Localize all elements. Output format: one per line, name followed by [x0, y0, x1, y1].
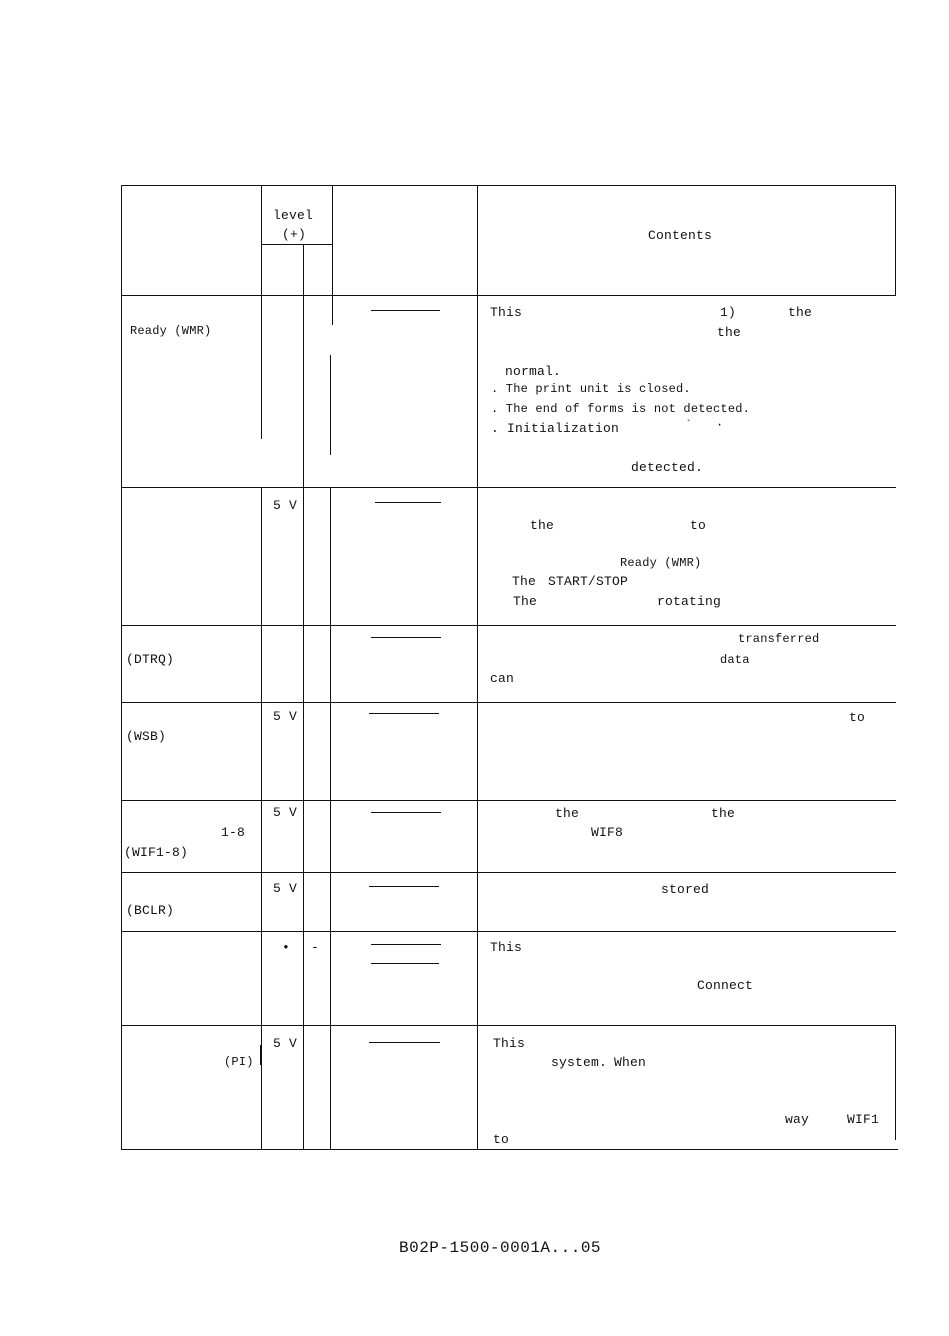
content-text: The: [512, 574, 537, 589]
content-text: This: [493, 1036, 526, 1051]
table-top-border: [121, 185, 896, 186]
row-divider: [121, 702, 896, 703]
signal-level: 5 V: [273, 709, 298, 724]
table-right-border: [895, 1025, 896, 1140]
content-text: way: [785, 1112, 810, 1127]
content-text: transferred: [738, 632, 820, 646]
column-divider: [477, 185, 478, 1149]
column-divider: [261, 185, 262, 439]
table-right-border: [895, 185, 896, 295]
content-text: stored: [661, 882, 710, 897]
row-divider: [121, 487, 896, 488]
active-low-dash: [369, 886, 439, 887]
signal-level: 5 V: [273, 881, 298, 896]
content-text: When: [614, 1055, 647, 1070]
signal-name: (DTRQ): [126, 652, 175, 667]
header-contents: Contents: [648, 228, 713, 243]
signal-level: 5 V: [273, 498, 298, 513]
content-text: Connect: [697, 978, 754, 993]
content-text: 1): [720, 305, 737, 320]
level-subdivider: [261, 244, 332, 245]
table-bottom-border: [121, 1149, 898, 1150]
signal-level: -: [311, 940, 320, 955]
signal-name: (WSB): [126, 729, 167, 744]
active-low-dash: [371, 812, 441, 813]
row-divider: [121, 800, 896, 801]
active-low-dash: [375, 502, 441, 503]
content-mark: ·: [716, 418, 724, 432]
content-text: WIF1: [847, 1112, 880, 1127]
active-low-dash: [371, 310, 440, 311]
row-divider: [121, 295, 896, 296]
content-text: the: [711, 806, 736, 821]
content-text: This: [490, 305, 523, 320]
active-low-dash: [371, 963, 439, 964]
content-text: . The print unit is closed.: [491, 382, 691, 396]
column-divider: [332, 185, 333, 325]
column-divider: [330, 355, 331, 455]
content-text: detected.: [631, 460, 704, 475]
content-text: the: [788, 305, 813, 320]
signal-name: 1-8: [221, 825, 246, 840]
content-text: . Initialization: [491, 421, 620, 436]
signal-name: (BCLR): [126, 903, 175, 918]
signal-level: 5 V: [273, 805, 298, 820]
signal-name: (PI): [224, 1055, 254, 1069]
content-text: the: [555, 806, 580, 821]
content-text: WIF8: [591, 825, 624, 840]
signal-level: •: [282, 940, 291, 955]
row-divider: [121, 931, 896, 932]
content-text: the: [717, 325, 742, 340]
content-text: rotating: [657, 594, 722, 609]
header-level: level: [273, 208, 314, 223]
mark: [303, 940, 304, 954]
active-low-dash: [371, 944, 441, 945]
pi-marker: [260, 1045, 261, 1065]
content-text: START/STOP: [548, 574, 629, 589]
column-divider: [303, 244, 304, 1149]
content-text: data: [720, 653, 750, 667]
table-left-border: [121, 185, 122, 1149]
content-text: system.: [551, 1055, 608, 1070]
content-text: This: [490, 940, 523, 955]
header-level-sign: (+): [282, 227, 307, 242]
active-low-dash: [369, 1042, 440, 1043]
content-text: normal.: [505, 364, 562, 379]
active-low-dash: [369, 713, 439, 714]
signal-name: Ready (WMR): [130, 324, 212, 338]
row-divider: [121, 872, 896, 873]
content-text: to: [849, 710, 866, 725]
content-text: the: [530, 518, 555, 533]
content-text: to: [690, 518, 707, 533]
content-text: . The end of forms is not detected.: [491, 402, 751, 416]
row-divider: [121, 625, 896, 626]
signal-level: 5 V: [273, 1036, 298, 1051]
signal-name: (WIF1-8): [124, 845, 189, 860]
content-text: The: [513, 594, 538, 609]
content-text: Ready (WMR): [620, 556, 702, 570]
column-divider: [261, 487, 262, 1149]
content-text: can: [490, 671, 515, 686]
row-divider: [121, 1025, 896, 1026]
document-id: B02P-1500-0001A...05: [399, 1239, 602, 1257]
active-low-dash: [371, 637, 441, 638]
content-mark: `: [685, 418, 693, 432]
content-text: to: [493, 1132, 510, 1147]
column-divider: [330, 487, 331, 1149]
